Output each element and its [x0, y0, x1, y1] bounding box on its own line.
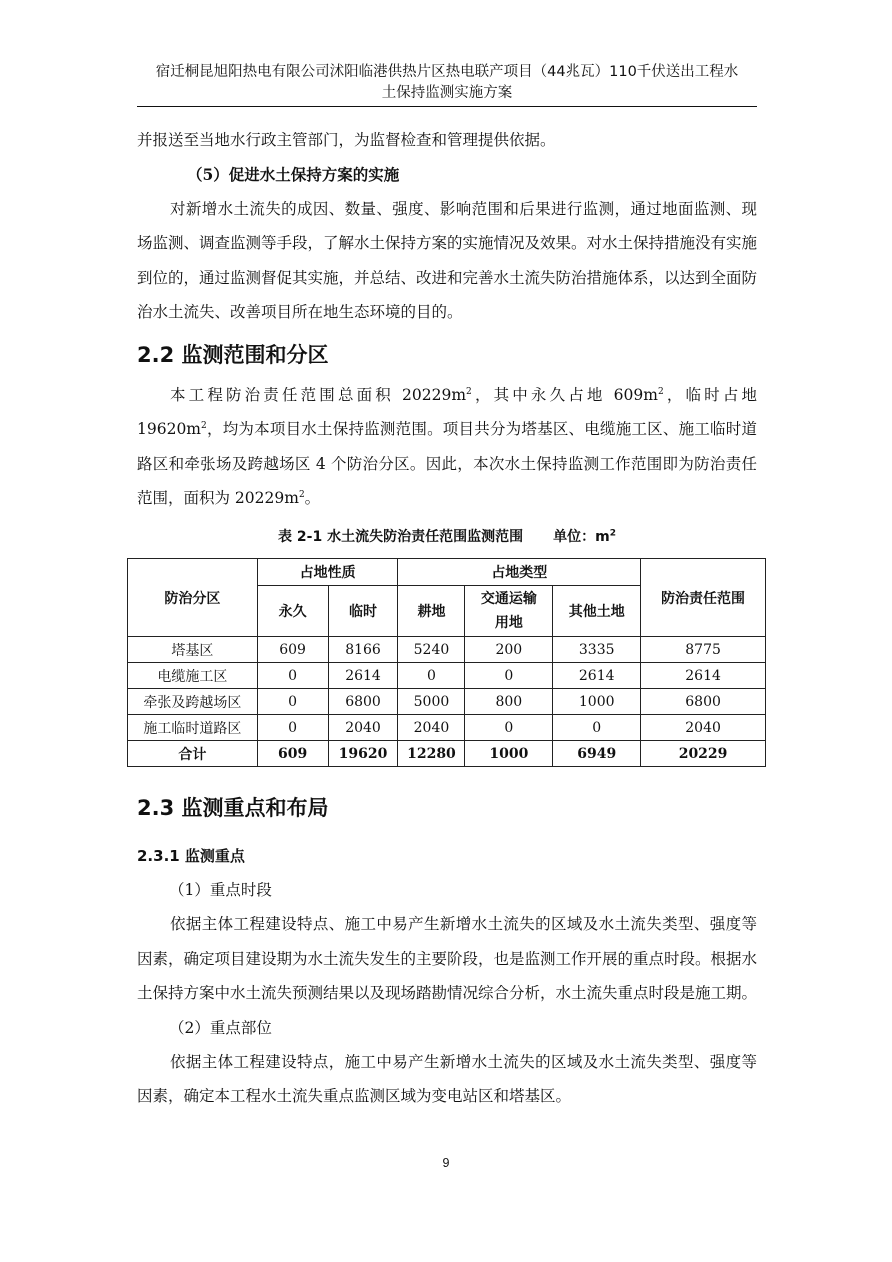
responsibility-scope-table — [127, 558, 766, 767]
header-responsibility: 防治责任范围 — [641, 559, 766, 637]
page-header — [137, 62, 757, 104]
table-cell: 8775 — [641, 637, 766, 663]
text-span: 本工程防治责任范围总面积 20229m — [170, 385, 467, 404]
header-transport-line-2: 用地 — [494, 615, 523, 631]
table-cell: 0 — [553, 715, 641, 741]
table-cell: 合计 — [128, 741, 258, 767]
table-row — [128, 689, 766, 715]
table-cell: 0 — [398, 663, 465, 689]
table-caption-unit — [553, 529, 616, 545]
table-cell: 0 — [257, 715, 328, 741]
section-title-2-2: 2.2 监测范围和分区 — [137, 342, 329, 367]
header-zone: 防治分区 — [128, 559, 258, 637]
table-cell: 2614 — [641, 663, 766, 689]
section-2-3 — [137, 793, 757, 1114]
header-line-1: 宿迁桐昆旭阳热电有限公司沭阳临港供热片区热电联产项目（44兆瓦）110千伏送出工程水 — [155, 64, 739, 80]
table-cell: 12280 — [398, 741, 465, 767]
table-row — [128, 715, 766, 741]
table-cell: 2614 — [328, 663, 398, 689]
header-divider — [137, 106, 757, 107]
header-transport — [465, 586, 553, 637]
header-land-type: 占地类型 — [398, 559, 641, 586]
table-cell: 0 — [257, 663, 328, 689]
table-cell: 2040 — [328, 715, 398, 741]
header-transport-line-1: 交通运输 — [480, 591, 537, 607]
paragraph-2-2 — [137, 378, 757, 516]
table-row — [128, 663, 766, 689]
subheading-5: （5）促进水土保持方案的实施 — [187, 164, 400, 184]
table-cell: 609 — [257, 637, 328, 663]
page-body — [137, 123, 757, 548]
page-number: 9 — [442, 1156, 450, 1170]
table-total-row — [128, 741, 766, 767]
unit-text: 单位：m — [553, 528, 610, 545]
table-cell: 609 — [257, 741, 328, 767]
item-1-title: （1）重点时段 — [169, 881, 272, 899]
superscript: 2 — [201, 420, 207, 431]
table-cell: 塔基区 — [128, 637, 258, 663]
text-span: ，均为本项目水土保持监测范围。项目共分为塔基区、电缆施工区、施工临时道路区和牵张场及跨越场区 4 个防治分区。因此，本次水土保持监测工作范围即为防治责任范围，面积为 20229m — [137, 420, 757, 507]
table-cell: 2614 — [553, 663, 641, 689]
table-cell: 0 — [257, 689, 328, 715]
header-occupation: 占地性质 — [257, 559, 398, 586]
table-cell: 2040 — [641, 715, 766, 741]
header-farmland: 耕地 — [398, 586, 465, 637]
table-cell: 0 — [465, 663, 553, 689]
table-cell: 5240 — [398, 637, 465, 663]
paragraph-top: 并报送至当地水行政主管部门，为监督检查和管理提供依据。 — [137, 131, 556, 149]
table-cell: 3335 — [553, 637, 641, 663]
table-cell: 1000 — [465, 741, 553, 767]
table-caption — [137, 526, 757, 548]
table-cell: 19620 — [328, 741, 398, 767]
item-2-title: （2）重点部位 — [169, 1018, 272, 1037]
table-cell: 200 — [465, 637, 553, 663]
paragraph-5: 对新增水土流失的成因、数量、强度、影响范围和后果进行监测，通过地面监测、现场监测、调查监测等手段，了解水土保持方案的实施情况及效果。对水土保持措施没有实施到位的，通过监测督促其实施，并总结、改进和完善水土流失防治措施体系，以达到全面防治水土流失、改善项目所在地生态环境的目的。 — [137, 199, 758, 321]
table-row — [128, 637, 766, 663]
text-span: ，其中永久占地 609m — [471, 385, 658, 404]
header-temporary: 临时 — [328, 586, 398, 637]
section-title-2-3: 2.3 监测重点和布局 — [137, 796, 329, 820]
header-other-land: 其他土地 — [553, 586, 641, 637]
table-cell: 6800 — [328, 689, 398, 715]
table-cell: 电缆施工区 — [128, 663, 258, 689]
table-cell: 8166 — [328, 637, 398, 663]
text-span: ，临时占地 19620m — [137, 385, 757, 438]
header-line-2: 土保持监测实施方案 — [381, 85, 513, 101]
table-cell: 6949 — [553, 741, 641, 767]
superscript: 2 — [466, 386, 472, 397]
item-2-body: 依据主体工程建设特点，施工中易产生新增水土流失的区域及水土流失类型、强度等因素，确定本工程水土流失重点监测区域为变电站区和塔基区。 — [137, 1052, 757, 1105]
table-cell: 0 — [465, 715, 553, 741]
subsection-title-2-3-1: 2.3.1 监测重点 — [137, 847, 245, 865]
table-cell: 5000 — [398, 689, 465, 715]
table-cell: 800 — [465, 689, 553, 715]
superscript: 2 — [298, 489, 305, 500]
item-1-body: 依据主体工程建设特点、施工中易产生新增水土流失的区域及水土流失类型、强度等因素，确定项目建设期为水土流失发生的主要阶段，也是监测工作开展的重点时段。根据水土保持方案中水土流失预测结果以及现场踏勘情况综合分析，水土流失重点时段是施工期。 — [137, 915, 758, 1002]
table-cell: 牵张及跨越场区 — [128, 689, 258, 715]
table-cell: 1000 — [553, 689, 641, 715]
table-cell: 20229 — [641, 741, 766, 767]
table-cell: 2040 — [398, 715, 465, 741]
header-permanent: 永久 — [257, 586, 328, 637]
table-caption-title: 表 2-1 水土流失防治责任范围监测范围 — [278, 528, 524, 545]
superscript: 2 — [657, 386, 664, 397]
table-cell: 施工临时道路区 — [128, 715, 258, 741]
unit-superscript: 2 — [609, 527, 616, 538]
text-span: 。 — [304, 489, 321, 507]
table-cell: 6800 — [641, 689, 766, 715]
